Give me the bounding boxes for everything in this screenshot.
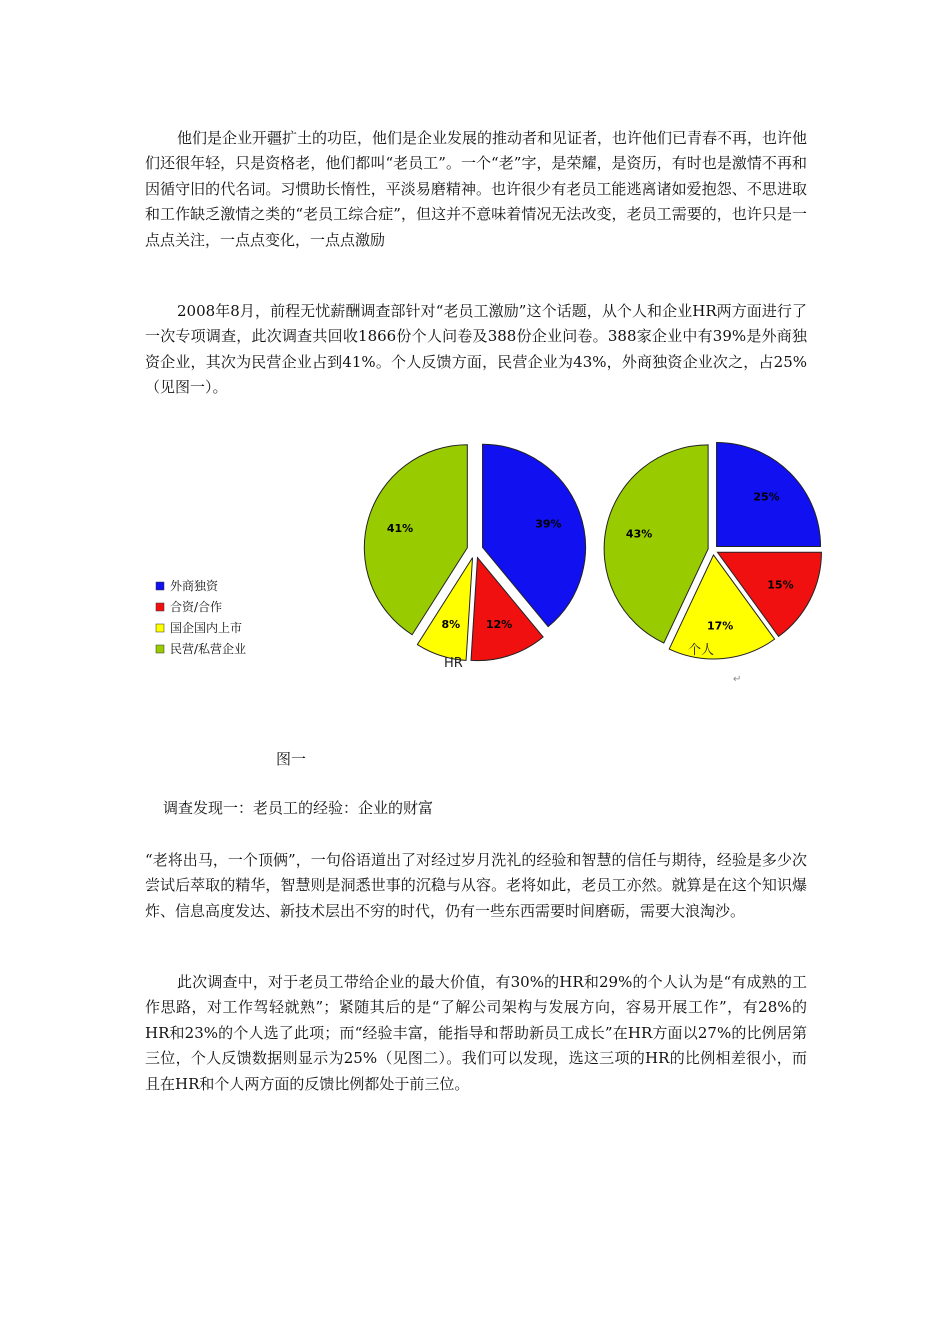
legend-label-0: 外商独资 [170, 579, 219, 593]
intro-paragraph: 他们是企业开疆扩土的功臣，他们是企业发展的推动者和见证者，也许他们已青春不再，也许他们还很年轻，只是资格老，他们都叫“老员工”。一个“老”字，是荣耀，是资历，有时也是激情不再和因循守旧的代名词。习惯助长惰性，平淡易磨精神。也许很少有老员工能逃离诸如爱抱怨、不思进取和工作缺乏激情之类的“老员工综合症”，但这并不意味着情况无法改变，老员工需要的，也许只是一点点关注，一点点变化，一点点激励 [145, 129, 808, 249]
paragraph-mark-icon: ↵ [733, 674, 742, 685]
section-heading: 调查发现一：老员工的经验：企业的财富 [163, 799, 434, 817]
pie-label-0-0: 39% [535, 517, 562, 531]
legend-swatch-2 [156, 624, 164, 632]
pie-charts-figure [150, 432, 794, 687]
survey-paragraph: 2008年8月，前程无忧薪酬调查部针对“老员工激励”这个话题，从个人和企业HR两方面进行了一次专项调查，此次调查共回收1866份个人问卷及388份企业问卷。388家企业中有39%是外商独资企业，其次为民营企业占到41%。个人反馈方面，民营企业为43%，外商独资企业次之，占25%（见图一）。 [145, 302, 807, 397]
pie-label-0-1: 12% [485, 618, 513, 632]
legend-swatch-0 [156, 582, 164, 590]
pie-label-1-1: 15% [767, 578, 794, 592]
chart-title-personal: 个人 [688, 643, 715, 658]
legend-label-3: 民营/私营企业 [170, 642, 247, 656]
legend-swatch-3 [156, 645, 164, 653]
value-paragraph: 此次调查中，对于老员工带给企业的最大价值，有30%的HR和29%的个人认为是“有成熟的工作思路，对工作驾轻就熟”；紧随其后的是“了解公司架构与发展方向，容易开展工作”，有28%的HR和23%的个人选了此项；而“经验丰富，能指导和帮助新员工成长”在HR方面以27%的比例居第三位，个人反馈数据则显示为25%（见图二）。我们可以发现，选这三项的HR的比例相差很小，而且在HR和个人两方面的反馈比例都处于前三位。 [145, 973, 807, 1093]
pie-label-0-3: 41% [386, 522, 414, 536]
figure-caption: 图一 [276, 750, 307, 768]
pie-chart-personal [604, 442, 821, 659]
experience-paragraph: “老将出马，一个顶俩”，一句俗语道出了对经过岁月洗礼的经验和智慧的信任与期待，经验是多少次尝试后萃取的精华，智慧则是洞悉世事的沉稳与从容。老将如此，老员工亦然。就算是在这个知识爆炸、信息高度发达、新技术层出不穷的时代，仍有一些东西需要时间磨砺，需要大浪淘沙。 [145, 851, 807, 920]
pie-label-1-2: 17% [706, 619, 734, 633]
chart-legend [156, 578, 246, 656]
pie-label-0-2: 8% [441, 618, 461, 632]
pie-label-1-0: 25% [753, 490, 780, 504]
pie-chart-hr [364, 444, 585, 660]
chart-title-hr: HR [444, 656, 463, 671]
legend-label-1: 合资/合作 [170, 600, 223, 614]
pie-label-1-3: 43% [625, 527, 653, 541]
legend-label-2: 国企国内上市 [170, 621, 243, 635]
legend-swatch-1 [156, 603, 164, 611]
